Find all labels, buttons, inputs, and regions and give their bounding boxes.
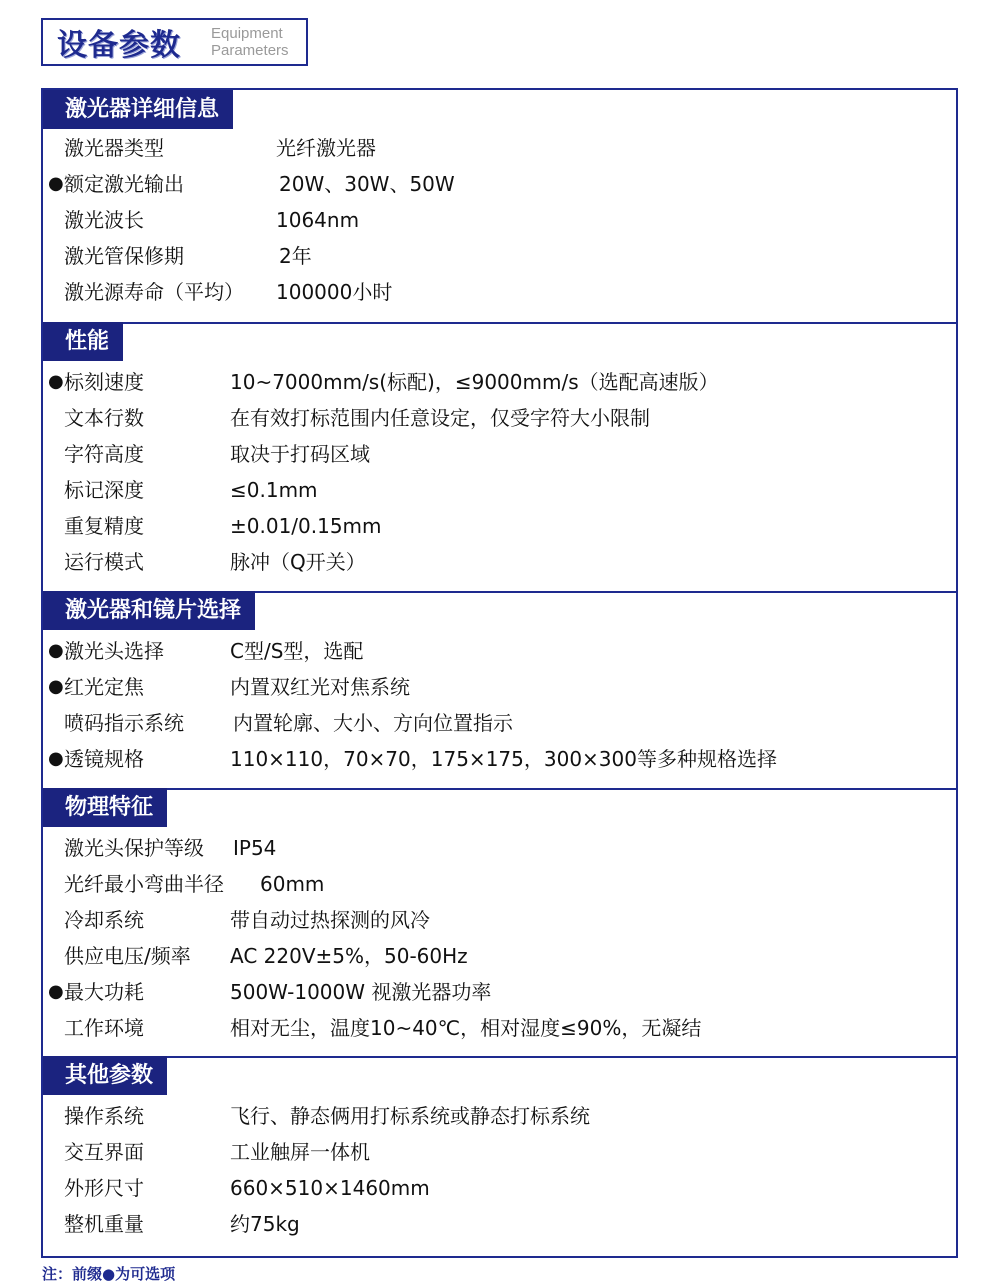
optional-bullet-icon: ● — [48, 173, 64, 194]
spec-row — [43, 741, 956, 777]
spec-row — [43, 1206, 956, 1242]
spec-label: 运行模式 — [64, 550, 144, 574]
page-subtitle-en — [211, 25, 289, 59]
spec-row — [43, 544, 956, 580]
section-4 — [43, 788, 956, 1058]
spec-value: 光纤激光器 — [276, 136, 376, 160]
spec-row — [43, 472, 956, 508]
footnote: 注：前缀●为可选项 — [42, 1265, 176, 1283]
spec-value: 500W-1000W 视激光器功率 — [230, 980, 492, 1004]
spec-label: 激光管保修期 — [64, 244, 184, 268]
spec-row — [43, 166, 956, 202]
spec-value: 相对无尘，温度10~40℃，相对湿度≤90%，无凝结 — [230, 1016, 702, 1040]
spec-value: 约75kg — [230, 1212, 300, 1236]
spec-value: 100000小时 — [276, 280, 393, 304]
spec-label: 外形尺寸 — [64, 1176, 144, 1200]
spec-value: 带自动过热探测的风冷 — [230, 908, 430, 932]
spec-value: ≤0.1mm — [230, 478, 318, 502]
spec-label: 激光源寿命（平均） — [64, 280, 244, 304]
spec-label: 激光头选择 — [64, 639, 164, 663]
spec-label: 操作系统 — [64, 1104, 144, 1128]
spec-row — [43, 938, 956, 974]
subtitle-line-1: Equipment — [211, 25, 283, 42]
parameters-panel — [41, 88, 958, 1258]
spec-row — [43, 1134, 956, 1170]
spec-label: 激光器类型 — [64, 136, 164, 160]
section-header: 其他参数 — [43, 1056, 167, 1095]
spec-value: 工业触屏一体机 — [230, 1140, 370, 1164]
spec-value: C型/S型，选配 — [230, 639, 364, 663]
spec-value: 脉冲（Q开关） — [230, 550, 366, 574]
spec-row — [43, 1170, 956, 1206]
spec-value: 内置双红光对焦系统 — [230, 675, 410, 699]
spec-label: 冷却系统 — [64, 908, 144, 932]
spec-label: 文本行数 — [64, 406, 144, 430]
spec-row — [43, 436, 956, 472]
spec-value: 110×110，70×70，175×175，300×300等多种规格选择 — [230, 747, 777, 771]
spec-label: 交互界面 — [64, 1140, 144, 1164]
spec-label: 喷码指示系统 — [64, 711, 184, 735]
spec-row — [43, 400, 956, 436]
spec-value: 取决于打码区域 — [230, 442, 370, 466]
spec-label: 字符高度 — [64, 442, 144, 466]
optional-bullet-icon: ● — [48, 748, 64, 769]
spec-label: 工作环境 — [64, 1016, 144, 1040]
spec-value: 20W、30W、50W — [279, 172, 455, 196]
section-3 — [43, 591, 956, 790]
spec-row — [43, 902, 956, 938]
spec-row — [43, 202, 956, 238]
spec-row — [43, 633, 956, 669]
spec-row — [43, 1098, 956, 1134]
optional-bullet-icon: ● — [48, 371, 64, 392]
spec-row — [43, 1010, 956, 1046]
spec-label: 红光定焦 — [64, 675, 144, 699]
spec-label: 标刻速度 — [64, 370, 144, 394]
spec-value: IP54 — [233, 836, 277, 860]
section-header: 激光器详细信息 — [43, 90, 233, 129]
section-2 — [43, 322, 956, 593]
section-5 — [43, 1056, 956, 1260]
spec-value: 60mm — [260, 872, 325, 896]
page-title: 设备参数 — [57, 28, 181, 63]
spec-label: 最大功耗 — [64, 980, 144, 1004]
spec-row — [43, 508, 956, 544]
spec-value: 1064nm — [276, 208, 360, 232]
spec-value: ±0.01/0.15mm — [230, 514, 382, 538]
spec-label: 标记深度 — [64, 478, 144, 502]
section-header: 物理特征 — [43, 788, 167, 827]
spec-row — [43, 974, 956, 1010]
spec-row — [43, 238, 956, 274]
spec-label: 整机重量 — [64, 1212, 144, 1236]
spec-value: AC 220V±5%，50-60Hz — [230, 944, 468, 968]
spec-label: 光纤最小弯曲半径 — [64, 872, 224, 896]
spec-row — [43, 830, 956, 866]
spec-label: 重复精度 — [64, 514, 144, 538]
optional-bullet-icon: ● — [48, 676, 64, 697]
spec-value: 10~7000mm/s(标配)，≤9000mm/s（选配高速版） — [230, 370, 719, 394]
spec-row — [43, 705, 956, 741]
spec-row — [43, 866, 956, 902]
spec-value: 内置轮廓、大小、方向位置指示 — [233, 711, 513, 735]
spec-row — [43, 364, 956, 400]
spec-row — [43, 669, 956, 705]
optional-bullet-icon: ● — [48, 981, 64, 1002]
spec-label: 供应电压/频率 — [64, 944, 191, 968]
spec-value: 在有效打标范围内任意设定，仅受字符大小限制 — [230, 406, 650, 430]
spec-label: 透镜规格 — [64, 747, 144, 771]
page-title-box — [41, 18, 308, 66]
section-header: 激光器和镜片选择 — [43, 591, 255, 630]
spec-row — [43, 274, 956, 310]
optional-bullet-icon: ● — [48, 640, 64, 661]
subtitle-line-2: Parameters — [211, 42, 289, 59]
spec-value: 2年 — [279, 244, 312, 268]
spec-value: 660×510×1460mm — [230, 1176, 430, 1200]
spec-label: 激光波长 — [64, 208, 144, 232]
section-1 — [43, 90, 956, 322]
section-header: 性能 — [43, 322, 123, 361]
spec-label: 额定激光输出 — [64, 172, 184, 196]
spec-value: 飞行、静态俩用打标系统或静态打标系统 — [230, 1104, 590, 1128]
spec-row — [43, 130, 956, 166]
spec-label: 激光头保护等级 — [64, 836, 204, 860]
